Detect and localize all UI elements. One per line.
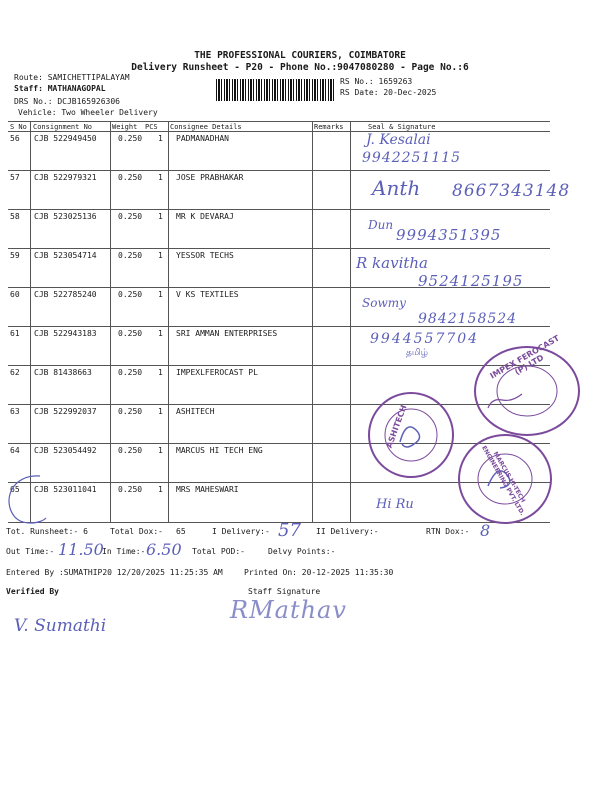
out-time-value: 11.50 <box>58 540 104 559</box>
row-weight: 0.250 <box>118 446 143 455</box>
row-consignment: CJB 523025136 <box>34 212 97 221</box>
staff: Staff: MATHANAGOPAL <box>14 84 106 93</box>
vehicle: Vehicle: Two Wheeler Delivery <box>18 108 158 117</box>
row-consignment: CJB 81438663 <box>34 368 92 377</box>
rs-date: RS Date: 20-Dec-2025 <box>340 88 437 97</box>
row-consignee: V KS TEXTILES <box>176 290 239 299</box>
row-pcs: 1 <box>158 290 163 299</box>
row-sno: 61 <box>10 329 20 338</box>
row-consignee: PADMANADHAN <box>176 134 229 143</box>
out-time-label: Out Time:- <box>6 547 55 556</box>
verified-by: Verified By <box>6 587 59 596</box>
company-title: THE PROFESSIONAL COURIERS, COIMBATORE <box>194 50 406 61</box>
row-consignee: MRS MAHESWARI <box>176 485 239 494</box>
row-sno: 63 <box>10 407 20 416</box>
in-time-value: 6.50 <box>146 540 182 559</box>
row-pcs: 1 <box>158 212 163 221</box>
row-weight: 0.250 <box>118 251 143 260</box>
row-sno: 59 <box>10 251 20 260</box>
impex-stamp-text: IMPEX FEROCAST (P) LTD <box>488 333 561 381</box>
row-pcs: 1 <box>158 368 163 377</box>
row-phone: 9524125195 <box>418 272 524 290</box>
row-pcs: 1 <box>158 134 163 143</box>
row-consignee: MARCUS HI TECH ENG <box>176 446 263 455</box>
row-consignment: CJB 523054714 <box>34 251 97 260</box>
entered-by: Entered By :SUMATHIP20 12/20/2025 11:25:35 AM <box>6 568 223 577</box>
row-sno: 60 <box>10 290 20 299</box>
i-delivery-label: I Delivery:- <box>212 527 270 536</box>
row-consignee: YESSOR TECHS <box>176 251 234 260</box>
row-sno: 64 <box>10 446 20 455</box>
row-phone: 8667343148 <box>452 181 571 201</box>
row-consignment: CJB 522949450 <box>34 134 97 143</box>
col-seal-signature: Seal & Signature <box>368 123 436 131</box>
row-signature: J. Kesalai <box>366 132 431 148</box>
row-weight: 0.250 <box>118 407 143 416</box>
row-weight: 0.250 <box>118 368 143 377</box>
row-weight: 0.250 <box>118 290 143 299</box>
row-consignee: JOSE PRABHAKAR <box>176 173 244 182</box>
staff-signature-label: Staff Signature <box>248 587 321 596</box>
row-weight: 0.250 <box>118 485 143 494</box>
row-consignee: IMPEXLFEROCAST PL <box>176 368 258 377</box>
row-pcs: 1 <box>158 173 163 182</box>
total-dox-value: 65 <box>176 527 186 536</box>
row-consignment: CJB 522979321 <box>34 173 97 182</box>
rtn-dox-label: RTN Dox:- <box>426 527 470 536</box>
row-consignment: CJB 522943183 <box>34 329 97 338</box>
verified-signature: V. Sumathi <box>14 616 107 636</box>
col-consignee: Consignee Details <box>170 123 242 131</box>
printed-on: Printed On: 20-12-2025 11:35:30 <box>244 568 394 577</box>
drs-no: DRS No.: DCJB165926306 <box>14 97 120 106</box>
row-pcs: 1 <box>158 485 163 494</box>
row-phone: 9944557704 <box>370 331 480 347</box>
row-weight: 0.250 <box>118 212 143 221</box>
row-pcs: 1 <box>158 251 163 260</box>
col-sno: S No <box>10 123 27 131</box>
marcus-stamp-text: MARCUS HI-TECH ENGINEERING PVT. LTD. <box>480 444 527 517</box>
row-consignment: CJB 522992037 <box>34 407 97 416</box>
tot-runsheet: Tot. Runsheet:- 6 <box>6 527 88 536</box>
row-consignment: CJB 522785240 <box>34 290 97 299</box>
row-consignee: ASHITECH <box>176 407 215 416</box>
row-sno: 56 <box>10 134 20 143</box>
runsheet-title: Delivery Runsheet - P20 - Phone No.:9047080280 - Page No.:6 <box>131 62 469 73</box>
col-consignment: Consignment No <box>33 123 93 131</box>
delvy-points: Delvy Points:- <box>268 547 336 556</box>
row-pcs: 1 <box>158 329 163 338</box>
row-weight: 0.250 <box>118 173 143 182</box>
row-sno: 58 <box>10 212 20 221</box>
ashitech-stamp-text: ASHITECH <box>384 403 409 450</box>
row-consignee: SRI AMMAN ENTERPRISES <box>176 329 278 338</box>
row-phone: 9842158524 <box>418 311 518 327</box>
row-weight: 0.250 <box>118 134 143 143</box>
row-sno: 57 <box>10 173 20 182</box>
row-sno: 62 <box>10 368 20 377</box>
col-pcs: PCS <box>145 123 158 131</box>
col-weight: Weight <box>112 123 138 131</box>
in-time-label: In Time:- <box>102 547 146 556</box>
row-weight: 0.250 <box>118 329 143 338</box>
col-remarks: Remarks <box>314 123 344 131</box>
route: Route: SAMICHETTIPALAYAM <box>14 73 130 82</box>
row-consignee: MR K DEVARAJ <box>176 212 234 221</box>
i-delivery-value: 57 <box>278 520 301 541</box>
row-signature: R kavitha <box>356 254 428 272</box>
impex-stamp <box>474 333 580 436</box>
row-phone: 9942251115 <box>362 150 462 166</box>
rs-no: RS No.: 1659263 <box>340 77 413 86</box>
row-pcs: 1 <box>158 446 163 455</box>
total-dox-label: Total Dox:- <box>110 527 163 536</box>
row-signature: Hi Ru <box>376 497 414 512</box>
pen-mark <box>0 470 60 530</box>
ashitech-stamp <box>368 392 454 478</box>
row-phone: 9994351395 <box>396 226 502 244</box>
row-sno: 65 <box>10 485 20 494</box>
marcus-stamp <box>458 434 552 524</box>
row-signature: Sowmy <box>362 296 406 310</box>
staff-signature: RMathav <box>230 596 347 624</box>
total-pod: Total POD:- <box>192 547 245 556</box>
row-signature: Dun <box>368 218 394 232</box>
row-signature: தமிழ் <box>406 348 428 358</box>
row-consignment: CJB 523054492 <box>34 446 97 455</box>
rtn-dox-value: 8 <box>480 521 491 540</box>
barcode <box>216 79 336 101</box>
ii-delivery-label: II Delivery:- <box>316 527 379 536</box>
row-pcs: 1 <box>158 407 163 416</box>
row-signature: Anth <box>372 176 421 200</box>
row-consignment: CJB 523011041 <box>34 485 97 494</box>
